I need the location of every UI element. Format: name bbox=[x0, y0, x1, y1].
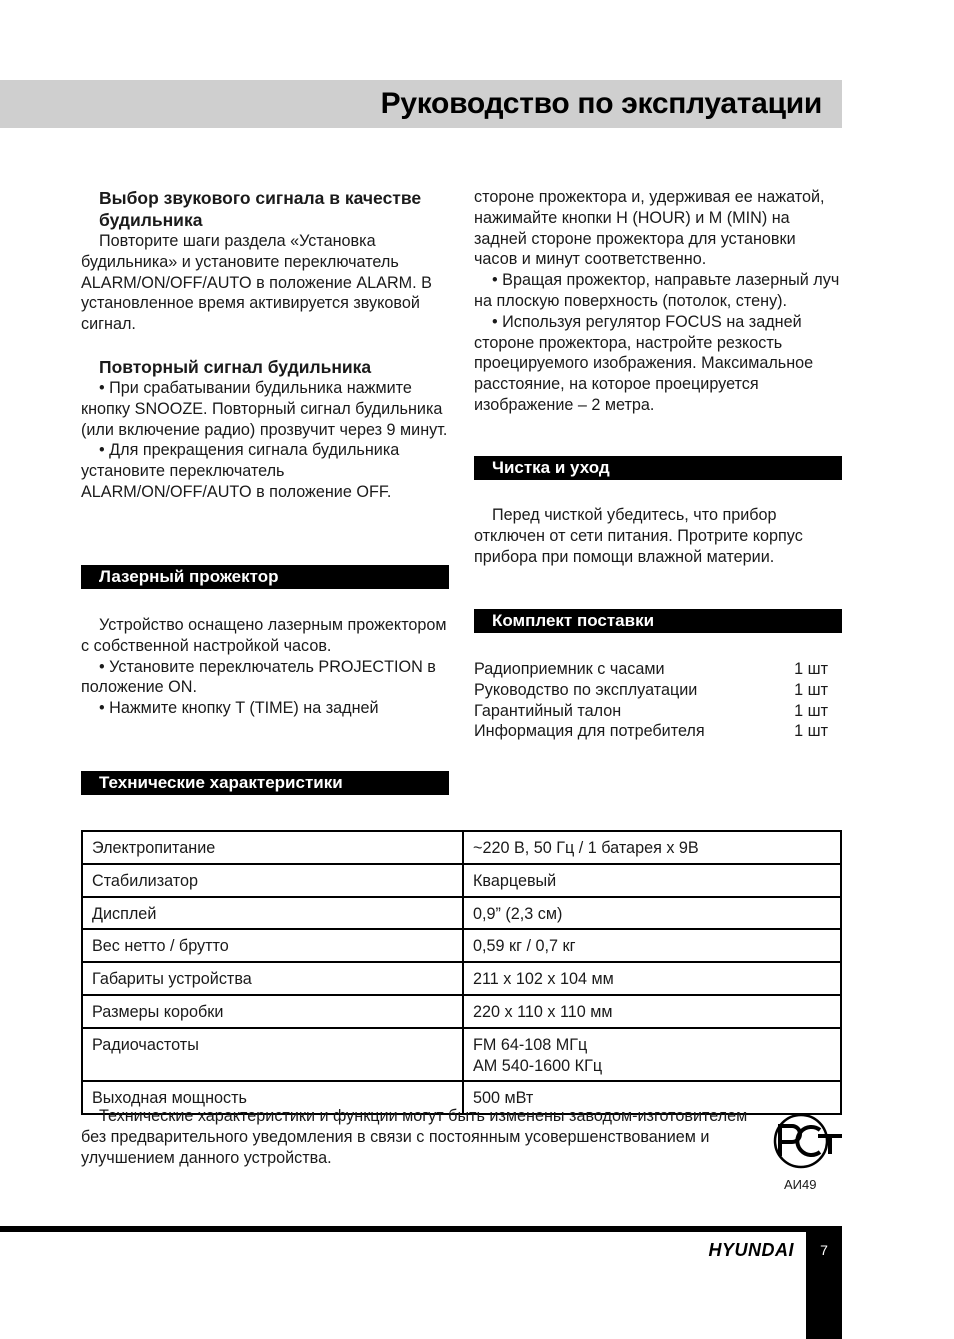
kit-item-qty: 1 шт bbox=[794, 701, 828, 720]
spec-table bbox=[81, 830, 842, 1115]
spec-value-line-1: FM 64-108 МГц bbox=[473, 1035, 588, 1054]
table-row bbox=[82, 929, 841, 962]
alarm-sound-heading: Выбор звукового сигнала в качестве будильника bbox=[99, 188, 422, 230]
spec-value: ~220 В, 50 Гц / 1 батарея х 9В bbox=[463, 831, 841, 864]
spec-key: Выходная мощность bbox=[82, 1081, 463, 1114]
rotate-bullet: • Вращая прожектор, направьте лазерный луч на плоскую поверхность (потолок, стену). bbox=[474, 271, 840, 310]
list-item bbox=[474, 701, 828, 722]
spec-value: 220 х 110 х 110 мм bbox=[463, 995, 841, 1028]
spec-value: 0,59 кг / 0,7 кг bbox=[463, 929, 841, 962]
kit-list bbox=[474, 659, 828, 742]
list-item bbox=[474, 659, 828, 680]
spec-value bbox=[463, 1028, 841, 1082]
spec-key: Габариты устройства bbox=[82, 962, 463, 995]
repeat-bullet-2: • Для прекращения сигнала будильника установите переключатель ALARM/ON/OFF/AUTO в положение OFF. bbox=[81, 441, 400, 501]
repeat-bullet-1: • При срабатывании будильника нажмите кнопку SNOOZE. Повторный сигнал будильника (или включение радио) прозвучит через 9 минут. bbox=[81, 378, 448, 439]
laser-section bbox=[81, 615, 451, 719]
table-row bbox=[82, 995, 841, 1028]
laser-bullet-2: • Нажмите кнопку T (TIME) на задней bbox=[99, 699, 379, 718]
cleaning-text: Перед чисткой убедитесь, что прибор отключен от сети питания. Протрите корпус прибора при помощи влажной материи. bbox=[474, 506, 803, 566]
spec-value: Кварцевый bbox=[463, 864, 841, 897]
list-item bbox=[474, 721, 828, 742]
kit-item-name: Руководство по эксплуатации bbox=[474, 680, 698, 699]
laser-text: Устройство оснащено лазерным прожектором с собственной настройкой часов. bbox=[81, 616, 447, 655]
repeat-alarm-heading: Повторный сигнал будильника bbox=[99, 356, 372, 377]
certification-code: АИ49 bbox=[784, 1177, 817, 1192]
kit-item-qty: 1 шт bbox=[794, 660, 828, 678]
pct-certification-logo bbox=[768, 1112, 844, 1170]
kit-item-qty: 1 шт bbox=[794, 722, 828, 741]
kit-item-qty: 1 шт bbox=[794, 680, 828, 699]
table-row bbox=[82, 1028, 841, 1082]
spec-key: Электропитание bbox=[82, 831, 463, 864]
laser-bullet-1: • Установите переключатель PROJECTION в положение ON. bbox=[81, 657, 436, 697]
spec-value: 500 мВт bbox=[463, 1081, 841, 1114]
brand-logo: HYUNDAI bbox=[708, 1240, 794, 1260]
footnote-text: Технические характеристики и функции могут быть изменены заводом-изготовителем без предварительного уведомления в связи с постоянным усовершенствованием и улучшением данного устройства. bbox=[81, 1107, 748, 1167]
table-row bbox=[82, 962, 841, 995]
spec-value-line-2: AM 540-1600 КГц bbox=[473, 1056, 603, 1075]
left-column bbox=[81, 187, 451, 503]
focus-bullet: • Используя регулятор FOCUS на задней стороне прожектора, настройте резкость проецируемого изображения. Максимальное расстояние, на которое проецируется изображение – 2 метра. bbox=[474, 312, 814, 414]
laser-section-heading: Лазерный прожектор bbox=[81, 565, 449, 589]
spec-key: Стабилизатор bbox=[82, 864, 463, 897]
table-row bbox=[82, 831, 841, 864]
kit-item-name: Гарантийный талон bbox=[474, 701, 622, 720]
cleaning-section-heading: Чистка и уход bbox=[474, 456, 842, 480]
spec-value: 0,9” (2,3 см) bbox=[463, 897, 841, 930]
footer-rule bbox=[0, 1226, 842, 1232]
specs-section-heading: Технические характеристики bbox=[81, 771, 449, 795]
page-title: Руководство по эксплуатации bbox=[380, 87, 822, 120]
table-row bbox=[82, 864, 841, 897]
list-item bbox=[474, 680, 828, 701]
spec-key: Радиочастоты bbox=[82, 1028, 463, 1082]
table-row bbox=[82, 897, 841, 930]
kit-item-name: Радиоприемник с часами bbox=[474, 660, 665, 678]
spec-key: Размеры коробки bbox=[82, 995, 463, 1028]
spec-value: 211 х 102 х 104 мм bbox=[463, 962, 841, 995]
kit-section-heading: Комплект поставки bbox=[474, 609, 842, 633]
spec-footnote bbox=[81, 1106, 761, 1168]
spec-key: Вес нетто / брутто bbox=[82, 929, 463, 962]
laser-continued-text: стороне прожектора и, удерживая ее нажатой, нажимайте кнопки H (HOUR) и M (MIN) на задней стороне прожектора для установки часов и минут соответственно. bbox=[474, 188, 825, 269]
header-bar bbox=[0, 80, 842, 128]
page-number: 7 bbox=[820, 1242, 828, 1258]
kit-item-name: Информация для потребителя bbox=[474, 722, 705, 741]
cleaning-section bbox=[474, 505, 842, 567]
alarm-sound-text: Повторите шаги раздела «Установка будильника» и установите переключатель ALARM/ON/OFF/AUTO в положение ALARM. В установленное время активируется звуковой сигнал. bbox=[81, 232, 432, 334]
right-column bbox=[474, 187, 842, 416]
spec-key: Дисплей bbox=[82, 897, 463, 930]
